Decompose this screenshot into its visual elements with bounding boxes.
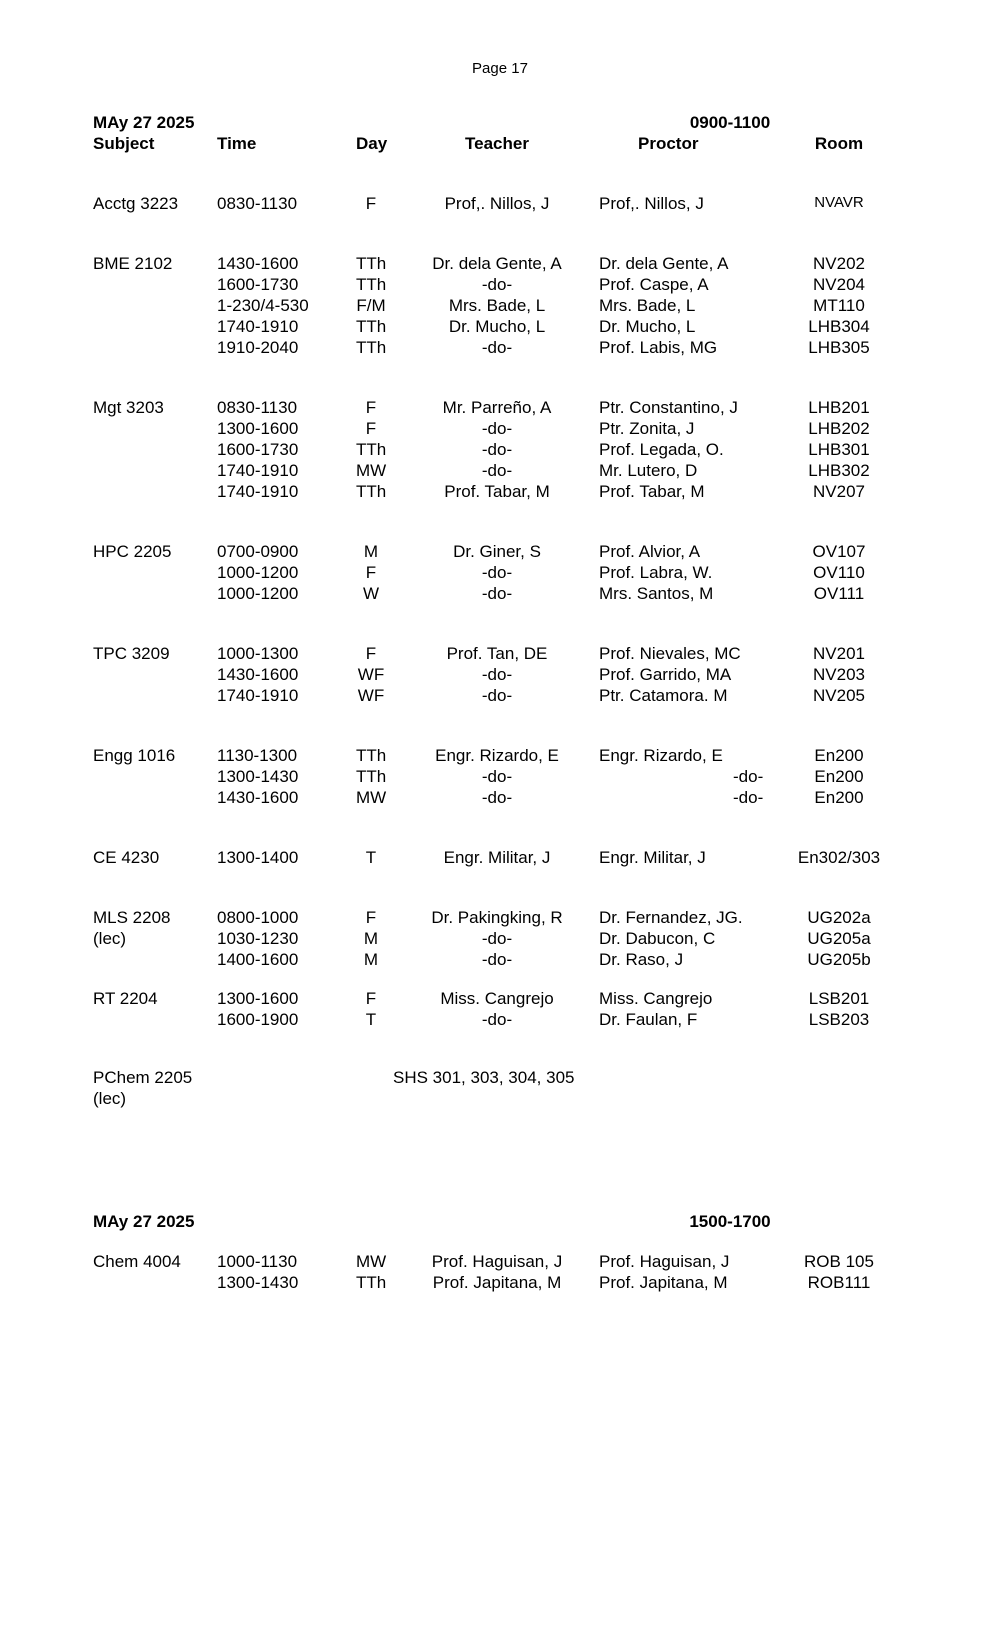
teacher-cell: -do-: [481, 929, 513, 948]
proctor-cell: Ptr. Zonita, J: [599, 419, 695, 438]
time-cell: 1740-1910: [217, 461, 299, 480]
subject-group: [93, 848, 933, 869]
time-cell: 1600-1730: [217, 275, 299, 294]
time-cell: 1430-1600: [217, 254, 299, 273]
table-row: [93, 665, 933, 686]
teacher-cell: Dr. Pakingking, R: [431, 908, 563, 927]
header-teacher: Teacher: [465, 134, 529, 153]
time-cell: 1300-1600: [217, 419, 299, 438]
column-headers: [93, 134, 933, 155]
teacher-cell: Prof. Japitana, M: [432, 1273, 562, 1292]
teacher-cell: -do-: [481, 461, 513, 480]
section-time-slot: 1500-1700: [689, 1212, 771, 1231]
room-cell: LHB202: [808, 419, 870, 438]
time-cell: 1400-1600: [217, 950, 299, 969]
teacher-cell: -do-: [481, 950, 513, 969]
time-cell: 1430-1600: [217, 788, 299, 807]
day-cell: TTh: [356, 254, 387, 273]
time-cell: 1300-1400: [217, 848, 299, 867]
teacher-cell: -do-: [481, 275, 513, 294]
teacher-cell: Dr. dela Gente, A: [432, 254, 562, 273]
section-time-slot: 0900-1100: [689, 113, 771, 132]
room-cell: ROB111: [807, 1273, 871, 1292]
proctor-cell: Dr. dela Gente, A: [599, 254, 729, 273]
room-cell: NV205: [813, 686, 865, 705]
table-row: [93, 644, 933, 665]
subject-note: (lec): [93, 1089, 127, 1108]
proctor-cell: Dr. Dabucon, C: [599, 929, 716, 948]
table-row: [93, 989, 933, 1010]
day-cell: F: [365, 398, 377, 417]
subject-code: RT 2204: [93, 989, 158, 1008]
table-row: [93, 275, 933, 296]
subject-code: PChem 2205: [93, 1068, 193, 1087]
table-row: [93, 848, 933, 869]
time-cell: 0830-1130: [217, 398, 298, 417]
time-cell: 0700-0900: [217, 542, 299, 561]
day-cell: TTh: [356, 275, 387, 294]
table-row: [93, 1089, 933, 1110]
room-cell: LHB201: [808, 398, 870, 417]
table-row: [93, 1273, 933, 1294]
subject-group: [93, 194, 933, 215]
subject-code: Engg 1016: [93, 746, 176, 765]
schedule-section-1: [93, 113, 933, 1110]
day-cell: WF: [357, 665, 385, 684]
table-row: [93, 542, 933, 563]
header-subject: Subject: [93, 134, 155, 153]
day-cell: TTh: [356, 767, 387, 786]
day-cell: F/M: [356, 296, 386, 315]
header-day: Day: [356, 134, 388, 153]
proctor-cell: Prof. Garrido, MA: [599, 665, 732, 684]
room-cell: NV201: [813, 644, 865, 663]
table-row: [93, 440, 933, 461]
time-cell: 1000-1300: [217, 644, 299, 663]
day-cell: F: [365, 194, 377, 213]
table-row: [93, 482, 933, 503]
proctor-cell: Dr. Mucho, L: [599, 317, 696, 336]
teacher-cell: -do-: [481, 686, 513, 705]
room-cell: NV203: [813, 665, 865, 684]
day-cell: MW: [356, 1252, 387, 1271]
subject-code: CE 4230: [93, 848, 160, 867]
teacher-cell: Miss. Cangrejo: [440, 989, 554, 1008]
room-cell: LSB201: [808, 989, 870, 1008]
room-cell: LHB305: [808, 338, 870, 357]
day-cell: M: [363, 542, 379, 561]
proctor-cell: Dr. Raso, J: [599, 950, 684, 969]
room-cell: ROB 105: [804, 1252, 874, 1271]
section-date-row: [93, 1212, 933, 1233]
table-row: [93, 950, 933, 971]
room-cell: LHB304: [808, 317, 870, 336]
subject-group: [93, 398, 933, 503]
room-cell: OV111: [813, 584, 865, 603]
time-cell: 1000-1200: [217, 584, 299, 603]
room-cell: OV107: [812, 542, 866, 561]
table-row: [93, 767, 933, 788]
proctor-cell: Prof. Alvior, A: [599, 542, 701, 561]
proctor-cell: Prof. Caspe, A: [599, 275, 709, 294]
proctor-cell: Prof. Japitana, M: [599, 1273, 728, 1292]
time-cell: 1600-1730: [217, 440, 299, 459]
section-date: MAy 27 2025: [93, 1212, 195, 1231]
teacher-cell: -do-: [481, 563, 513, 582]
table-row: [93, 338, 933, 359]
subject-group: [93, 989, 933, 1031]
day-cell: TTh: [356, 482, 387, 501]
subject-group: [93, 542, 933, 605]
proctor-cell: Miss. Cangrejo: [599, 989, 713, 1008]
proctor-cell: Mrs. Santos, M: [599, 584, 714, 603]
table-row: [93, 194, 933, 215]
room-list: SHS 301, 303, 304, 305: [393, 1068, 575, 1087]
room-cell: UG202a: [807, 908, 871, 927]
room-cell: NV204: [813, 275, 865, 294]
subject-code: BME 2102: [93, 254, 173, 273]
time-cell: 1030-1230: [217, 929, 299, 948]
day-cell: F: [365, 419, 377, 438]
subject-note: (lec): [93, 929, 127, 948]
schedule-groups: [93, 1252, 933, 1294]
time-cell: 1300-1600: [217, 989, 299, 1008]
time-cell: 1130-1300: [217, 746, 298, 765]
time-cell: 1300-1430: [217, 1273, 299, 1292]
time-cell: 1740-1910: [217, 686, 299, 705]
day-cell: MW: [356, 461, 387, 480]
table-row: [93, 788, 933, 809]
day-cell: M: [363, 950, 379, 969]
time-cell: 1-230/4-530: [217, 296, 309, 315]
room-cell: En200: [814, 788, 864, 807]
teacher-cell: -do-: [481, 584, 513, 603]
day-cell: MW: [356, 788, 387, 807]
proctor-cell: Prof. Nievales, MC: [599, 644, 741, 663]
subject-code: Mgt 3203: [93, 398, 164, 417]
table-row: [93, 908, 933, 929]
proctor-cell: Prof,. Nillos, J: [599, 194, 704, 213]
room-cell: NVAVR: [814, 194, 864, 211]
subject-code: TPC 3209: [93, 644, 170, 663]
proctor-cell: Dr. Faulan, F: [599, 1010, 698, 1029]
day-cell: TTh: [356, 746, 387, 765]
day-cell: TTh: [356, 317, 387, 336]
room-cell: UG205a: [807, 929, 871, 948]
proctor-cell: -do-: [733, 767, 764, 786]
table-row: [93, 746, 933, 767]
day-cell: WF: [357, 686, 385, 705]
table-row: [93, 254, 933, 275]
subject-group: [93, 908, 933, 971]
proctor-cell: Prof. Labis, MG: [599, 338, 718, 357]
subject-code: Chem 4004: [93, 1252, 181, 1271]
room-cell: NV207: [813, 482, 865, 501]
day-cell: F: [365, 563, 377, 582]
table-row: [93, 1010, 933, 1031]
proctor-cell: Ptr. Catamora. M: [599, 686, 728, 705]
subject-group: [93, 254, 933, 359]
teacher-cell: -do-: [481, 419, 513, 438]
teacher-cell: -do-: [481, 1010, 513, 1029]
proctor-cell: Prof. Tabar, M: [599, 482, 705, 501]
time-cell: 0800-1000: [217, 908, 299, 927]
table-row: [93, 1252, 933, 1273]
day-cell: TTh: [356, 338, 387, 357]
proctor-cell: Engr. Rizardo, E: [599, 746, 723, 765]
day-cell: F: [365, 908, 377, 927]
time-cell: 1000-1130: [217, 1252, 298, 1271]
schedule-groups: [93, 194, 933, 1031]
section-date: MAy 27 2025: [93, 113, 195, 132]
room-cell: NV202: [813, 254, 865, 273]
day-cell: M: [363, 929, 379, 948]
room-cell: En200: [814, 767, 864, 786]
teacher-cell: Prof. Haguisan, J: [431, 1252, 563, 1271]
day-cell: F: [365, 989, 377, 1008]
table-row: [93, 398, 933, 419]
teacher-cell: Engr. Militar, J: [443, 848, 551, 867]
room-cell: LHB302: [808, 461, 870, 480]
subject-code: Acctg 3223: [93, 194, 179, 213]
time-cell: 0830-1130: [217, 194, 298, 213]
day-cell: T: [365, 1010, 377, 1029]
schedule-section-2: [93, 1212, 933, 1294]
room-cell: En200: [814, 746, 864, 765]
time-cell: 1600-1900: [217, 1010, 299, 1029]
subject-code: HPC 2205: [93, 542, 172, 561]
proctor-cell: -do-: [733, 788, 764, 807]
room-cell: MT110: [813, 296, 865, 315]
room-cell: UG205b: [807, 950, 871, 969]
table-row: [93, 317, 933, 338]
teacher-cell: Engr. Rizardo, E: [435, 746, 559, 765]
teacher-cell: Dr. Giner, S: [453, 542, 541, 561]
day-cell: TTh: [356, 1273, 387, 1292]
header-time: Time: [217, 134, 257, 153]
time-cell: 1300-1430: [217, 767, 299, 786]
proctor-cell: Prof. Haguisan, J: [599, 1252, 730, 1271]
subject-code: MLS 2208: [93, 908, 171, 927]
page-number: Page 17: [472, 60, 528, 77]
subject-group: [93, 746, 933, 809]
table-row: [93, 686, 933, 707]
teacher-cell: -do-: [481, 788, 513, 807]
subject-group: [93, 1252, 933, 1294]
teacher-cell: -do-: [481, 440, 513, 459]
teacher-cell: Dr. Mucho, L: [448, 317, 546, 336]
teacher-cell: Mrs. Bade, L: [448, 296, 546, 315]
teacher-cell: Mr. Parreño, A: [442, 398, 552, 417]
day-cell: TTh: [356, 440, 387, 459]
teacher-cell: Prof,. Nillos, J: [444, 194, 550, 213]
time-cell: 1430-1600: [217, 665, 299, 684]
teacher-cell: -do-: [481, 338, 513, 357]
table-row: [93, 296, 933, 317]
room-cell: LSB203: [808, 1010, 870, 1029]
room-cell: OV110: [813, 563, 865, 582]
time-cell: 1740-1910: [217, 317, 299, 336]
day-cell: W: [362, 584, 380, 603]
table-row: [93, 584, 933, 605]
teacher-cell: -do-: [481, 665, 513, 684]
proctor-cell: Engr. Militar, J: [599, 848, 706, 867]
teacher-cell: Prof. Tabar, M: [444, 482, 550, 501]
time-cell: 1740-1910: [217, 482, 299, 501]
day-cell: F: [365, 644, 377, 663]
table-row: [93, 1068, 933, 1089]
room-cell: LHB301: [808, 440, 870, 459]
proctor-cell: Ptr. Constantino, J: [599, 398, 738, 417]
pchem-group: [93, 1068, 933, 1110]
room-cell: En302/303: [797, 848, 881, 867]
day-cell: T: [365, 848, 377, 867]
proctor-cell: Prof. Labra, W.: [599, 563, 713, 582]
teacher-cell: Prof. Tan, DE: [446, 644, 548, 663]
time-cell: 1910-2040: [217, 338, 299, 357]
proctor-cell: Prof. Legada, O.: [599, 440, 724, 459]
teacher-cell: -do-: [481, 767, 513, 786]
header-proctor: Proctor: [638, 134, 699, 153]
header-room: Room: [814, 134, 864, 153]
proctor-cell: Dr. Fernandez, JG.: [599, 908, 743, 927]
proctor-cell: Mrs. Bade, L: [599, 296, 696, 315]
time-cell: 1000-1200: [217, 563, 299, 582]
table-row: [93, 929, 933, 950]
proctor-cell: Mr. Lutero, D: [599, 461, 698, 480]
table-row: [93, 419, 933, 440]
subject-group: [93, 644, 933, 707]
table-row: [93, 563, 933, 584]
table-row: [93, 461, 933, 482]
section-date-row: [93, 113, 933, 134]
